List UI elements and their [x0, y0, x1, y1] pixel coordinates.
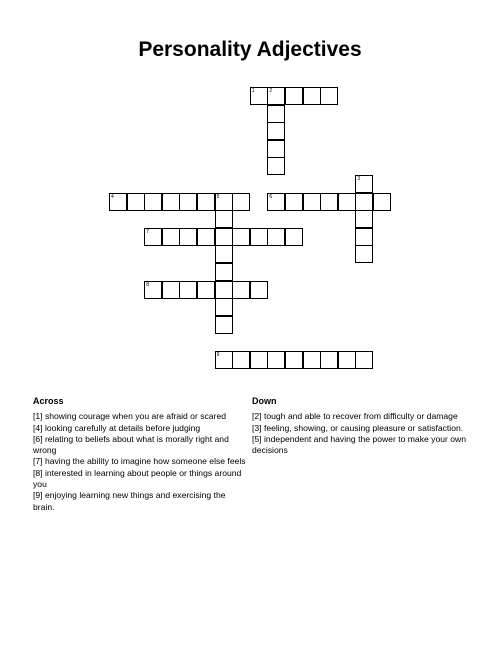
clue-item-number: [5] — [252, 433, 262, 444]
clue-item-number: [8] — [33, 467, 43, 478]
grid-cell[interactable] — [285, 87, 303, 105]
grid-cell[interactable] — [303, 87, 321, 105]
down-heading: Down — [252, 396, 277, 406]
grid-cell[interactable] — [179, 281, 197, 299]
clue-item — [33, 434, 248, 457]
clue-item-text: feeling, showing, or causing pleasure or satisfaction. — [261, 422, 464, 433]
grid-cell[interactable] — [215, 351, 233, 369]
grid-cell[interactable] — [250, 351, 268, 369]
down-clue-list — [252, 411, 467, 456]
grid-cell[interactable] — [338, 193, 356, 211]
grid-cell[interactable] — [215, 263, 233, 281]
grid-cell[interactable] — [215, 193, 233, 211]
clue-item — [252, 411, 467, 422]
grid-cell[interactable] — [355, 175, 373, 193]
clue-item — [252, 423, 467, 434]
clue-number: 9 — [216, 352, 220, 358]
clue-number: 7 — [146, 228, 149, 235]
grid-cell[interactable] — [179, 228, 197, 246]
clue-item-number: [1] — [33, 411, 43, 422]
grid-cell[interactable] — [232, 281, 250, 299]
grid-cell[interactable] — [267, 157, 285, 175]
grid-cell[interactable] — [232, 351, 250, 369]
grid-cell[interactable] — [232, 228, 250, 246]
grid-cell[interactable] — [303, 351, 321, 369]
across-clues — [33, 396, 248, 513]
page-title: Personality Adjectives — [138, 38, 362, 61]
grid-cell[interactable] — [197, 228, 215, 246]
clue-number: 6 — [269, 193, 273, 200]
clue-number: 5 — [216, 193, 220, 200]
grid-cell[interactable] — [250, 228, 268, 246]
clue-item-number: [6] — [33, 433, 43, 444]
grid-cell[interactable] — [144, 281, 162, 299]
grid-cell[interactable] — [267, 193, 285, 211]
grid-cell[interactable] — [232, 193, 250, 211]
grid-cell[interactable] — [109, 193, 127, 211]
grid-cell[interactable] — [197, 193, 215, 211]
clue-item-number: [2] — [252, 411, 262, 422]
grid-cell[interactable] — [285, 228, 303, 246]
grid-cell[interactable] — [355, 210, 373, 228]
grid-cell[interactable] — [338, 351, 356, 369]
clue-item-text: having the ability to imagine how someone else feels — [42, 456, 246, 467]
grid-cell[interactable] — [320, 351, 338, 369]
grid-cell[interactable] — [267, 228, 285, 246]
grid-cell[interactable] — [127, 193, 145, 211]
grid-cell[interactable] — [355, 351, 373, 369]
grid-cell[interactable] — [267, 122, 285, 140]
clue-number: 8 — [146, 281, 149, 288]
clue-item-text: showing courage when you are afraid or scared — [42, 411, 227, 422]
clue-item-number: [3] — [252, 422, 262, 433]
clue-item-text: enjoying learning new things and exercising the brain. — [33, 490, 226, 512]
grid-cell[interactable] — [250, 281, 268, 299]
clue-item-text: tough and able to recover from difficulty or damage — [261, 411, 458, 422]
grid-cell[interactable] — [285, 351, 303, 369]
clue-number: 2 — [269, 88, 273, 94]
clue-item — [33, 468, 248, 491]
grid-cell[interactable] — [303, 193, 321, 211]
grid-cell[interactable] — [162, 193, 180, 211]
grid-cell[interactable] — [215, 228, 233, 246]
grid-cell[interactable] — [285, 193, 303, 211]
clue-number: 4 — [111, 193, 114, 200]
grid-cell[interactable] — [320, 87, 338, 105]
clue-item-number: [9] — [33, 490, 43, 501]
grid-cell[interactable] — [355, 245, 373, 263]
clue-item-text: looking carefully at details before judging — [42, 422, 201, 433]
down-clues — [252, 396, 467, 456]
grid-cell[interactable] — [320, 193, 338, 211]
grid-cell[interactable] — [355, 193, 373, 211]
clue-item — [252, 434, 467, 457]
grid-cell[interactable] — [215, 316, 233, 334]
grid-cell[interactable] — [355, 228, 373, 246]
grid-cell[interactable] — [197, 281, 215, 299]
across-heading: Across — [33, 396, 64, 406]
grid-cell[interactable] — [144, 193, 162, 211]
grid-cell[interactable] — [215, 281, 233, 299]
across-clue-list — [33, 411, 248, 513]
grid-cell[interactable] — [267, 140, 285, 158]
grid-cell[interactable] — [215, 245, 233, 263]
grid-cell[interactable] — [162, 228, 180, 246]
clue-item-text: independent and having the power to make your own decisions — [252, 433, 467, 456]
clue-item — [33, 411, 248, 422]
grid-cell[interactable] — [373, 193, 391, 211]
clue-item-text: relating to beliefs about what is morally right and wrong — [33, 433, 229, 456]
grid-cell[interactable] — [267, 351, 285, 369]
grid-cell[interactable] — [162, 281, 180, 299]
clue-item-number: [7] — [33, 456, 43, 467]
grid-cell[interactable] — [144, 228, 162, 246]
clue-item — [33, 490, 248, 513]
grid-cell[interactable] — [250, 87, 268, 105]
grid-cell[interactable] — [215, 210, 233, 228]
grid-cell[interactable] — [179, 193, 197, 211]
clue-item-number: [4] — [33, 422, 43, 433]
clue-item-text: interested in learning about people or things around you — [33, 467, 242, 490]
grid-cell[interactable] — [215, 298, 233, 316]
clue-number: 3 — [357, 176, 361, 182]
clue-number: 1 — [251, 88, 255, 94]
grid-cell[interactable] — [267, 105, 285, 123]
clue-item — [33, 456, 248, 467]
clue-item — [33, 423, 248, 434]
grid-cell[interactable] — [267, 87, 285, 105]
